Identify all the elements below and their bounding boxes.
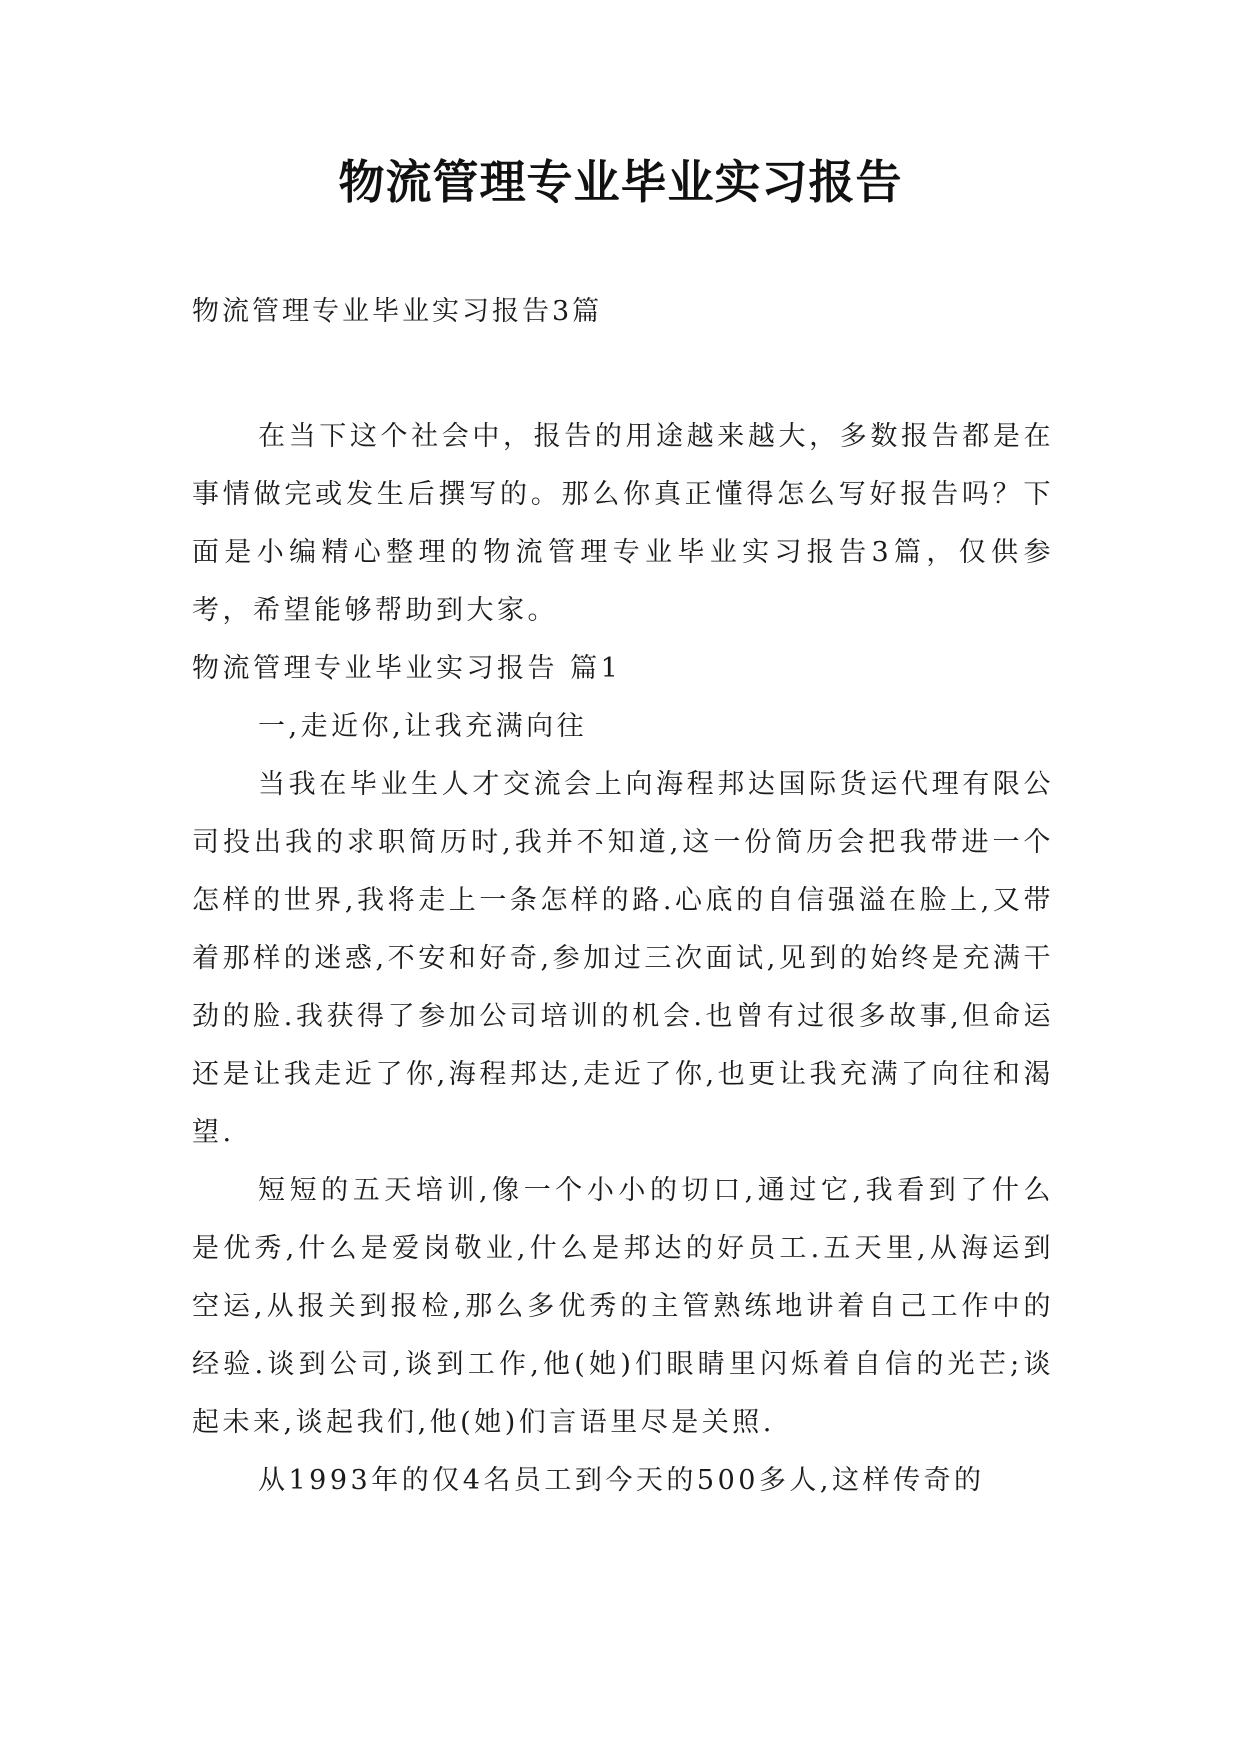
body-paragraph: 当我在毕业生人才交流会上向海程邦达国际货运代理有限公司投出我的求职简历时,我并不知道,这一份简历会把我带进一个怎样的世界,我将走上一条怎样的路.心底的自信强溢在脸上,又带着那样的迷惑,不安和好奇,参加过三次面试,见到的始终是充满干劲的脸.我获得了参加公司培训的机会.也曾有过很多故事,但命运还是让我走近了你,海程邦达,走近了你,也更让我充满了向往和渴望. (192, 769, 1054, 1148)
document-subtitle: 物流管理专业毕业实习报告3篇 (192, 296, 603, 327)
document-body (192, 408, 1054, 1510)
document-title: 物流管理专业毕业实习报告 (338, 155, 903, 209)
body-paragraph: 从1993年的仅4名员工到今天的500多人,这样传奇的 (258, 1465, 985, 1496)
section-heading: 物流管理专业毕业实习报告 篇1 (192, 653, 622, 684)
body-paragraph: 短短的五天培训,像一个小小的切口,通过它,我看到了什么是优秀,什么是爱岗敬业,什么是邦达的好员工.五天里,从海运到空运,从报关到报检,那么多优秀的主管熟练地讲着自己工作中的经验.谈到公司,谈到工作,他(她)们眼睛里闪烁着自信的光芒;谈起未来,谈起我们,他(她)们言语里尽是关照. (192, 1175, 1054, 1438)
section-subheading: 一,走近你,让我充满向往 (258, 711, 588, 742)
intro-paragraph: 在当下这个社会中，报告的用途越来越大，多数报告都是在事情做完或发生后撰写的。那么你真正懂得怎么写好报告吗？下面是小编精心整理的物流管理专业毕业实习报告3篇，仅供参考，希望能够帮助到大家。 (192, 421, 1054, 626)
